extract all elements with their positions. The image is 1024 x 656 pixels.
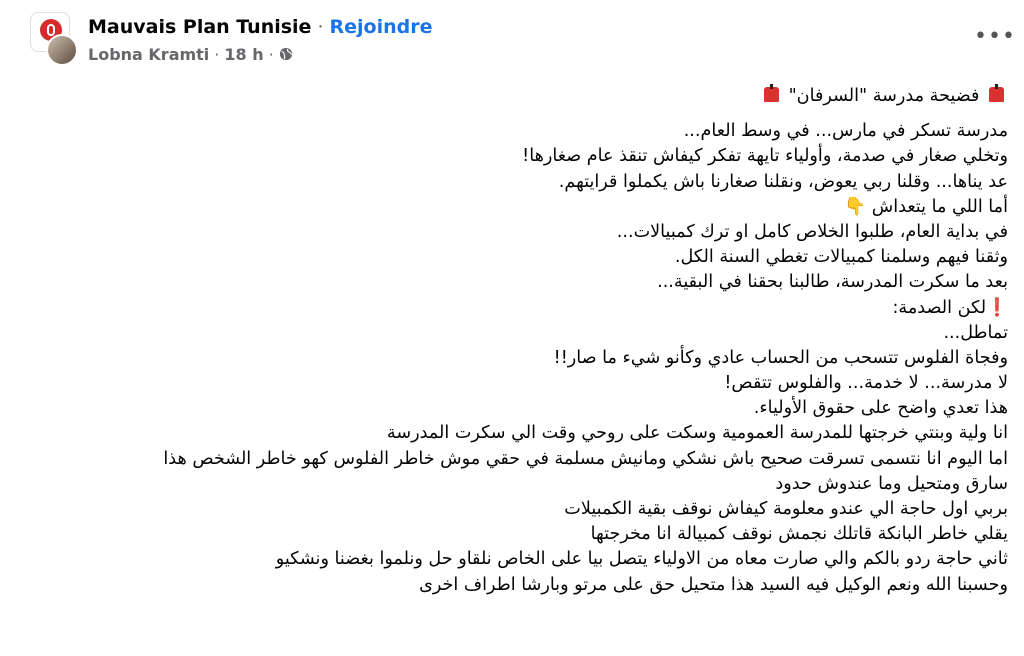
post-meta [88, 45, 293, 64]
post-title-line [18, 84, 1008, 109]
text-line [18, 296, 1008, 321]
join-button[interactable]: Rejoindre [329, 16, 433, 38]
text-line: ثاني حاجة ردو بالكم والي صارت معاه من الاولياء يتصل بيا على الخاص نلقاو حل ونلموا بغضنا ونشكيو [275, 549, 1008, 570]
text-line [18, 195, 1008, 220]
spacer [18, 109, 1008, 119]
text-line: لا مدرسة... لا خدمة... والفلوس تتقص! [724, 373, 1008, 394]
red-fez-icon [764, 87, 779, 102]
text-line: اما اليوم انا نتسمى تسرقت صحيح باش نشكي ومانيش مسلمة في حقي موش خاطر الفلوس كهو خاطر الشخص هذا [163, 448, 1008, 469]
author-name-link[interactable]: Lobna Kramti [88, 45, 210, 64]
avatar-stack[interactable] [30, 12, 74, 70]
text-line: في بداية العام، طلبوا الخلاص كامل او ترك كمبيالات... [616, 221, 1008, 242]
text-line: وحسبنا الله ونعم الوكيل فيه السيد هذا متحيل حق على مرتو وبارشا اطراف اخرى [419, 574, 1008, 595]
post-title: فضيحة مدرسة "السرفان" [788, 86, 980, 106]
text-line: وثقنا فيهم وسلمنا كمبيالات تغطي السنة الكل. [674, 247, 1008, 268]
text-line: هذا تعدي واضح على حقوق الأولياء. [753, 398, 1008, 419]
more-options-button[interactable]: ••• [974, 24, 1016, 49]
author-avatar[interactable] [46, 34, 78, 66]
text-span: أما اللي ما يتعداش [871, 196, 1008, 217]
post-body [18, 84, 1008, 598]
text-line: بعد ما سكرت المدرسة، طالبنا بحقنا في البقية... [657, 272, 1008, 293]
point-down-icon: 👇 [844, 196, 867, 217]
separator-dot: · [317, 16, 324, 38]
text-line: عد يناها... وقلنا ربي يعوض، ونقلنا صغارنا باش يكملوا قرايتهم. [558, 171, 1008, 192]
text-line: سارق ومتحيل وما عندوش حدود [775, 473, 1008, 494]
timestamp-link[interactable]: 18 h [224, 45, 264, 64]
text-line: وفجاة الفلوس تتسحب من الحساب عادي وكأنو شيء ما صار!! [553, 347, 1008, 368]
text-line: تماطل... [943, 322, 1008, 343]
text-line: بربي اول حاجة الي عندو معلومة كيفاش نوقف بقية الكمبيلات [564, 499, 1008, 519]
group-line [88, 16, 432, 38]
post-header [30, 10, 1016, 72]
globe-icon [279, 47, 293, 61]
exclamation-icon: ❗ [986, 297, 1008, 318]
meta-separator: · [214, 45, 220, 64]
text-line: وتخلي صغار في صدمة، وأولياء تايهة تفكر كيفاش تنقذ عام صغارها! [522, 146, 1008, 167]
text-line: انا ولية وبنتي خرجتها للمدرسة العمومية وسكت على روحي وقت الي سكرت المدرسة [386, 423, 1008, 444]
text-line: مدرسة تسكر في مارس... في وسط العام... [683, 121, 1008, 142]
group-name-link[interactable]: Mauvais Plan Tunisie [88, 16, 312, 38]
text-span: لكن الصدمة: [892, 297, 987, 318]
red-fez-icon [989, 87, 1004, 102]
text-line: يقلي خاطر البانكة قاتلك نجمش نوقف كمبيالة انا مخرجتها [590, 524, 1008, 545]
meta-separator-2: · [268, 45, 274, 64]
